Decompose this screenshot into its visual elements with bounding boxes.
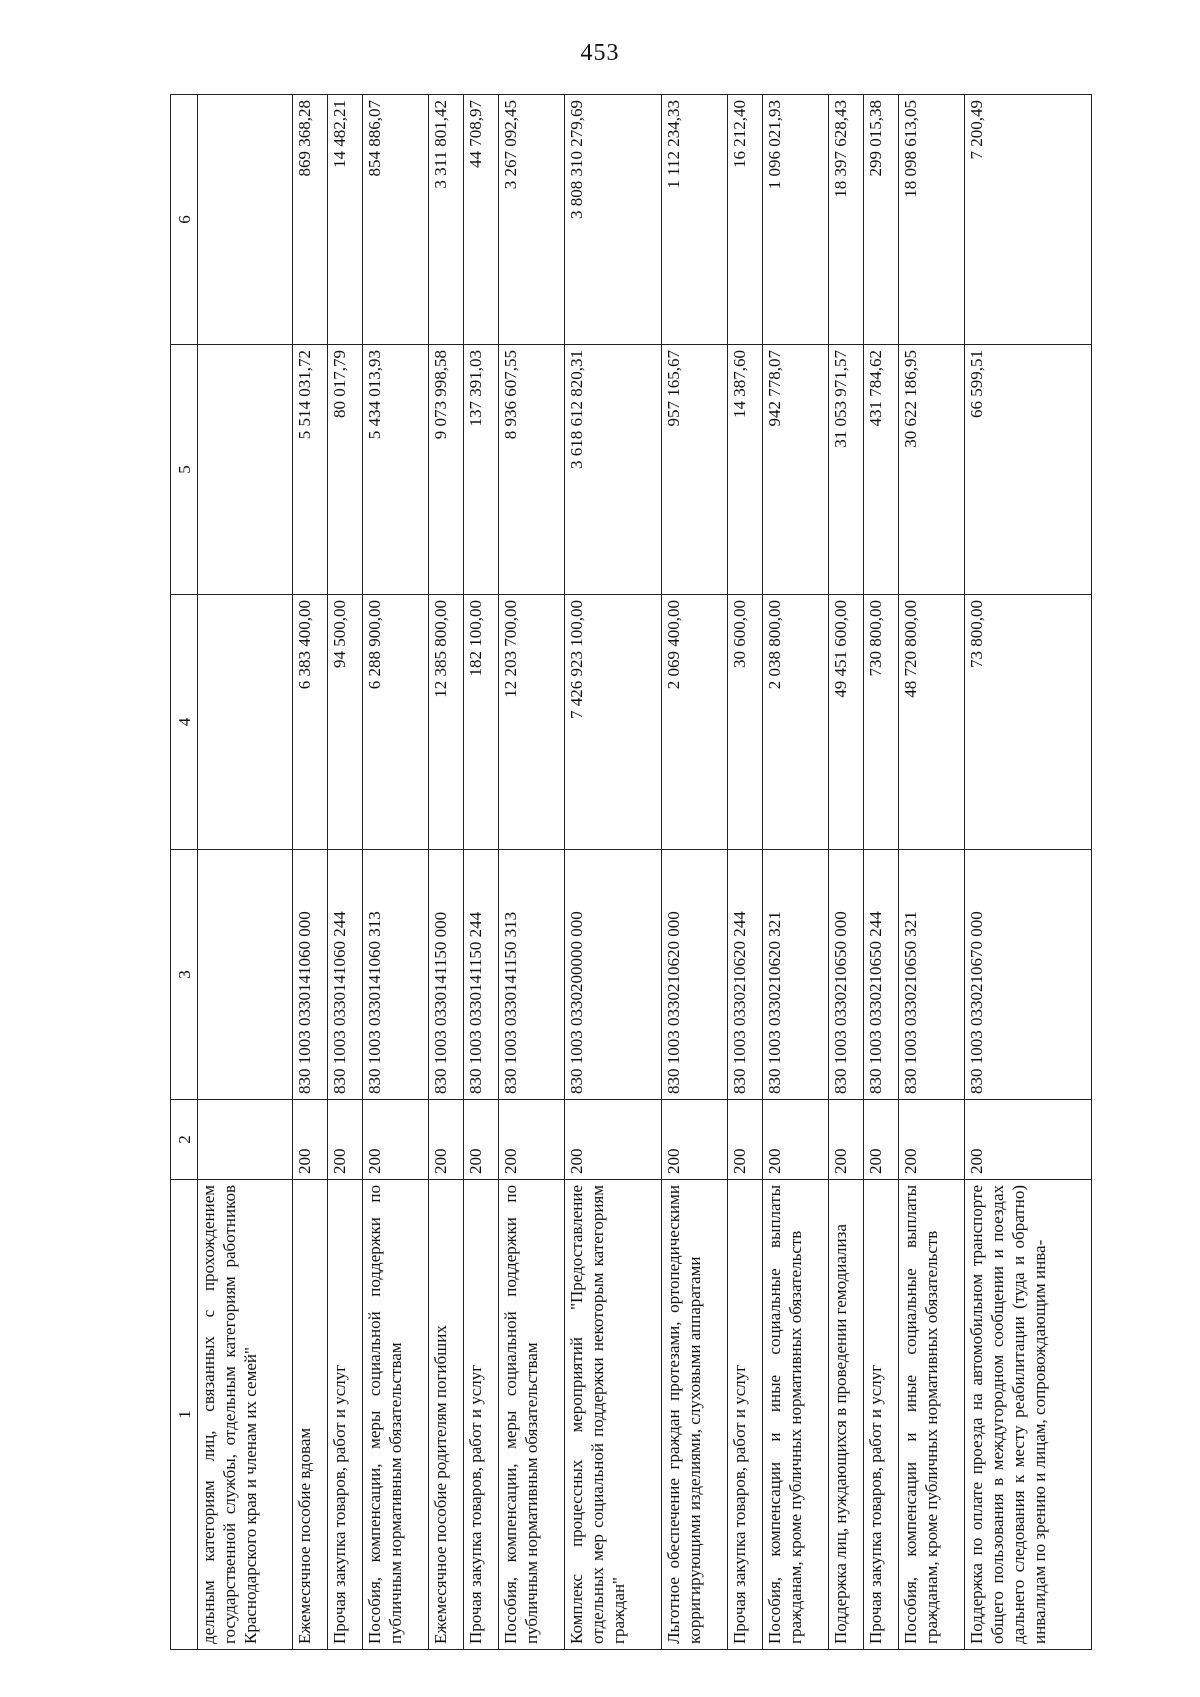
page-number: 453 [580, 40, 620, 66]
row-col5: 80 017,79 [328, 345, 363, 595]
row-name: Пособия, компенсации, меры социальной поддержки по публичным нормативным обязательствам [499, 1180, 565, 1650]
table-row [727, 95, 762, 1650]
row-code: 200 [863, 1100, 898, 1180]
row-col5: 942 778,07 [762, 345, 828, 595]
row-name: Пособия, компенсации и иные социальные выплаты гражданам, кроме публичных нормативных обязательств [898, 1180, 964, 1650]
row-col6: 869 368,28 [293, 95, 328, 345]
row-classification: 830 1003 0330141150 244 [464, 850, 499, 1100]
row-col6: 854 886,07 [363, 95, 429, 345]
row-col4: 73 800,00 [964, 595, 1091, 850]
row-col4: 730 800,00 [863, 595, 898, 850]
row-col4: 7 426 923 100,00 [565, 595, 662, 850]
row-col6: 16 212,40 [727, 95, 762, 345]
row-col5: 14 387,60 [727, 345, 762, 595]
row-col5: 431 784,62 [863, 345, 898, 595]
row-col6: 1 096 021,93 [762, 95, 828, 345]
row-col5: 31 053 971,57 [828, 345, 863, 595]
row-code: 200 [898, 1100, 964, 1180]
row-col6: 299 015,38 [863, 95, 898, 345]
row-code: 200 [762, 1100, 828, 1180]
row-name: Прочая закупка товаров, работ и услуг [464, 1180, 499, 1650]
row-col6: 3 311 801,42 [429, 95, 464, 345]
row-classification: 830 1003 0330200000 000 [565, 850, 662, 1100]
row-classification: 830 1003 0330210620 000 [661, 850, 727, 1100]
row-name: Прочая закупка товаров, работ и услуг [863, 1180, 898, 1650]
table-row [661, 95, 727, 1650]
row-col4: 94 500,00 [328, 595, 363, 850]
row-name: Поддержка лиц, нуждающихся в проведении гемодиализа [828, 1180, 863, 1650]
row-classification: 830 1003 0330210650 321 [898, 850, 964, 1100]
column-number-header-row [171, 95, 198, 1650]
row-name: Пособия, компенсации и иные социальные выплаты гражданам, кроме публичных нормативных обязательств [762, 1180, 828, 1650]
column-header-4: 4 [171, 595, 198, 850]
row-code: 200 [565, 1100, 662, 1180]
row-classification: 830 1003 0330210620 244 [727, 850, 762, 1100]
row-col4: 2 069 400,00 [661, 595, 727, 850]
row-col4: 182 100,00 [464, 595, 499, 850]
table-row [499, 95, 565, 1650]
row-col4: 6 383 400,00 [293, 595, 328, 850]
row-col4: 2 038 800,00 [762, 595, 828, 850]
table-row [293, 95, 328, 1650]
row-code: 200 [661, 1100, 727, 1180]
row-col4: 30 600,00 [727, 595, 762, 850]
row-col6 [198, 95, 293, 345]
table-row [464, 95, 499, 1650]
row-code: 200 [429, 1100, 464, 1180]
row-col5 [198, 345, 293, 595]
row-classification: 830 1003 0330141060 000 [293, 850, 328, 1100]
table-row [328, 95, 363, 1650]
column-header-1: 1 [171, 1180, 198, 1650]
row-code: 200 [293, 1100, 328, 1180]
row-name: Прочая закупка товаров, работ и услуг [328, 1180, 363, 1650]
row-col6: 14 482,21 [328, 95, 363, 345]
row-code: 200 [328, 1100, 363, 1180]
budget-execution-table [170, 94, 1092, 1650]
row-col5: 30 622 186,95 [898, 345, 964, 595]
table-row [762, 95, 828, 1650]
table-row [363, 95, 429, 1650]
table-row-carryover [198, 95, 293, 1650]
row-col6: 3 267 092,45 [499, 95, 565, 345]
column-header-6: 6 [171, 95, 198, 345]
rotated-landscape-table [170, 95, 1092, 1650]
row-name: Пособия, компенсации, меры социальной поддержки по публичным нормативным обязательствам [363, 1180, 429, 1650]
row-name: Прочая закупка товаров, работ и услуг [727, 1180, 762, 1650]
row-code: 200 [964, 1100, 1091, 1180]
table-row [565, 95, 662, 1650]
row-col6: 18 397 628,43 [828, 95, 863, 345]
table-row [863, 95, 898, 1650]
row-classification: 830 1003 0330141150 313 [499, 850, 565, 1100]
budget-table-container [170, 95, 1092, 1650]
row-col5: 3 618 612 820,31 [565, 345, 662, 595]
row-name: Ежемесячное пособие родителям погибших [429, 1180, 464, 1650]
row-code: 200 [828, 1100, 863, 1180]
row-col5: 9 073 998,58 [429, 345, 464, 595]
row-col4 [198, 595, 293, 850]
row-col5: 8 936 607,55 [499, 345, 565, 595]
row-classification: 830 1003 0330210620 321 [762, 850, 828, 1100]
row-name: Ежемесячное пособие вдовам [293, 1180, 328, 1650]
row-col6: 44 708,97 [464, 95, 499, 345]
row-name: дельным категориям лиц, связанных с прохождением государственной службы, отдельным категориям работников Краснодарского края и членам их семей" [198, 1180, 293, 1650]
row-col6: 1 112 234,33 [661, 95, 727, 345]
row-col4: 48 720 800,00 [898, 595, 964, 850]
row-classification: 830 1003 0330210650 244 [863, 850, 898, 1100]
table-row [828, 95, 863, 1650]
table-row [429, 95, 464, 1650]
row-classification: 830 1003 0330210670 000 [964, 850, 1091, 1100]
row-name: Поддержка по оплате проезда на автомобильном транспорте общего пользования в междугородном сообщении и поездах дальнего следования к месту реабилитации (туда и обратно) инвалидам по зрению и лицам, сопровождающим инва- [964, 1180, 1091, 1650]
column-header-3: 3 [171, 850, 198, 1100]
row-classification: 830 1003 0330141150 000 [429, 850, 464, 1100]
row-classification: 830 1003 0330141060 244 [328, 850, 363, 1100]
row-code: 200 [727, 1100, 762, 1180]
row-name: Льготное обеспечение граждан протезами, ортопедическими корригирующими изделиями, слуховыми аппаратами [661, 1180, 727, 1650]
row-col5: 137 391,03 [464, 345, 499, 595]
row-col5: 5 434 013,93 [363, 345, 429, 595]
row-col5: 5 514 031,72 [293, 345, 328, 595]
column-header-5: 5 [171, 345, 198, 595]
table-row [898, 95, 964, 1650]
row-name: Комплекс процессных мероприятий "Предоставление отдельных мер социальной поддержки некоторым категориям граждан" [565, 1180, 662, 1650]
row-col6: 3 808 310 279,69 [565, 95, 662, 345]
row-code: 200 [464, 1100, 499, 1180]
row-col4: 12 203 700,00 [499, 595, 565, 850]
row-col5: 66 599,51 [964, 345, 1091, 595]
row-code [198, 1100, 293, 1180]
table-row [964, 95, 1091, 1650]
row-col6: 7 200,49 [964, 95, 1091, 345]
row-code: 200 [499, 1100, 565, 1180]
row-classification: 830 1003 0330210650 000 [828, 850, 863, 1100]
row-col4: 6 288 900,00 [363, 595, 429, 850]
column-header-2: 2 [171, 1100, 198, 1180]
row-classification [198, 850, 293, 1100]
row-col4: 12 385 800,00 [429, 595, 464, 850]
row-col6: 18 098 613,05 [898, 95, 964, 345]
row-code: 200 [363, 1100, 429, 1180]
row-col4: 49 451 600,00 [828, 595, 863, 850]
row-col5: 957 165,67 [661, 345, 727, 595]
row-classification: 830 1003 0330141060 313 [363, 850, 429, 1100]
